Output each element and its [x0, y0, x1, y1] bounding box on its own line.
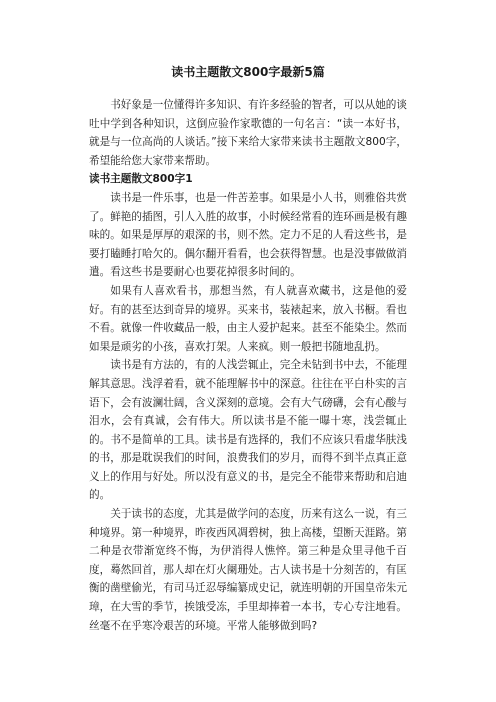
page-title: 读书主题散文800字最新5篇 [171, 65, 325, 79]
section-heading: 读书主题散文800字1 [89, 173, 193, 186]
body-paragraph: 如果有人喜欢看书，那想当然，有人就喜欢藏书，这是他的爱好。有的甚至达到奇异的境界。买来书，装裱起来，放入书橱。看也不看。就像一件收藏品一般，由主人爱护起来。甚至不能染尘。然而如果是顽劣的小孩，喜欢打架。人来疯。则一般把书随地乱扔。 [89, 284, 407, 353]
body-paragraph: 读书是有方法的，有的人浅尝辄止，完全未钻到书中去，不能理解其意思。浅浮着看，就不能理解书中的深意。往往在平白朴实的言语下，会有波澜壮阔，含义深刻的意境。会有大气磅礴，会有心酸与泪水，会有真诚，会有伟大。所以读书是不能一曝十寒，浅尝辄止的。书不是简单的工具。读书是有选择的，我们不应该只看虚华肤浅的书，那是耽误我们的时间，浪费我们的岁月，而得不到半点真正意义上的作用与好处。所以没有意义的书，是完全不能带来帮助和启迪的。 [89, 359, 407, 502]
body-paragraph: 读书是一件乐事，也是一件苦差事。如果是小人书，则雅俗共赏了。鲜艳的插图，引人入胜的故事，小时候经常看的连环画是极有趣味的。如果是厚厚的艰深的书，则不然。定力不足的人看这些书，是要打瞌睡打哈欠的。偶尔翻开看看，也会获得智慧。也是没事做做消遣。看这些书是要耐心也要花掉很多时间的。 [89, 191, 407, 279]
document-body [89, 96, 407, 635]
intro-paragraph: 书好象是一位懂得许多知识、有许多经验的智者，可以从她的谈吐中学到各种知识，这倒应验作家歌德的一句名言：“读一本好书，就是与一位高尚的人谈话。”接下来给大家带来读书主题散文800字，希望能给您大家带来帮助。 [89, 99, 407, 167]
body-paragraph: 关于读书的态度，尤其是做学问的态度，历来有这么一说，有三种境界。第一种境界，昨夜西风凋碧树，独上高楼，望断天涯路。第二种是衣带渐宽终不悔，为伊消得人憔悴。第三种是众里寻他千百度，蓦然回首，那人却在灯火阑珊处。古人读书是十分刻苦的，有匡衡的凿壁偷光，有司马迁忍辱编纂成史记，就连明朝的开国皇帝朱元璋，在大雪的季节，挨饿受冻，手里却捧着一本书，专心专注地看。丝毫不在乎寒冷艰苦的环境。平常人能够做到吗? [89, 508, 407, 632]
